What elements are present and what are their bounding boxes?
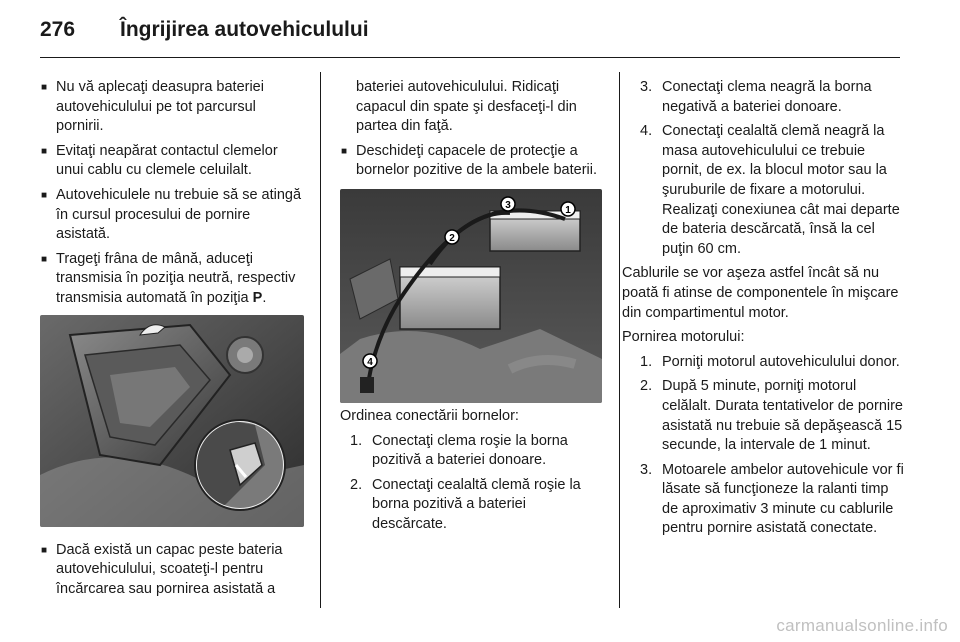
step-number: 2. [350, 476, 363, 493]
header-rule [40, 57, 900, 58]
order-heading: Ordinea conectării bornelor: [340, 407, 519, 424]
connection-steps-cont [622, 78, 904, 259]
column-3 [622, 78, 904, 544]
step-number: 3. [640, 79, 653, 95]
step-item [622, 78, 904, 117]
step-number: 1. [350, 432, 363, 449]
bullet-item: ■ Evitaţi neapărat contactul clemelor unui cablu cu clemele celuilalt. [40, 142, 306, 181]
bullet-text-end: . [262, 289, 267, 306]
step-text: Conectaţi clema roşie la borna pozitivă a bateriei donoare. [372, 432, 568, 469]
callout-label-2: 2 [449, 232, 455, 244]
column-divider-1 [320, 72, 321, 608]
bullet-item [40, 250, 306, 309]
column-divider-2 [619, 72, 620, 608]
cable-note: Cablurile se vor aşeza astfel încât să nu poată fi atinse de componentele în mişcare din compartimentul motor. [622, 265, 899, 321]
bullet-list-2 [40, 541, 306, 600]
bullet-item: ■ Deschideţi capacele de protecţie a bornelor pozitive de la ambele baterii. [340, 142, 602, 181]
gear-position-p: P [252, 289, 263, 306]
callout-1 [561, 202, 575, 216]
bullet-continuation: bateriei autovehiculului. Ridicaţi capacul din spate şi desfaceţi-l din partea din faţă. [356, 79, 577, 135]
step-number: 4. [640, 123, 653, 140]
jump-start-cables-illustration [340, 189, 602, 403]
step-text: Conectaţi cealaltă clemă neagră la masa autovehiculului ce trebuie pornit, de ex. la blocul motor sau la şuruburile de fixare a motorului. Realizaţi conexiunea cât mai departe de bateria descărcată, însă la cel puţin 60 cm. [662, 123, 900, 257]
step-number: 1. [640, 353, 653, 370]
engine-start-steps [622, 353, 904, 539]
connection-steps [340, 432, 602, 535]
step-item [622, 353, 904, 373]
step-item [350, 476, 602, 535]
page-title: Îngrijirea autovehiculului [120, 18, 369, 41]
bullet-item: ■ Nu vă aplecaţi deasupra bateriei autovehiculului pe tot parcursul pornirii. [40, 78, 306, 137]
callout-label-3: 3 [505, 199, 511, 211]
step-item [622, 377, 904, 455]
step-text: Conectaţi cealaltă clemă roşie la borna pozitivă a bateriei descărcate. [372, 476, 581, 532]
bullet-item: ■ Autovehiculele nu trebuie să se atingă în cursul procesului de pornire asistată. [40, 186, 306, 245]
battery-cover-illustration [40, 315, 304, 527]
step-item [622, 461, 904, 539]
bullet-list-3 [340, 78, 602, 181]
step-number: 3. [640, 461, 653, 478]
step-item [350, 432, 602, 471]
step-item [622, 122, 904, 259]
column-2 [340, 78, 602, 540]
bullet-item: ■ Dacă există un capac peste bateria autovehiculului, scoateţi-l pentru încărcarea sau pornirea asistată a [40, 541, 306, 600]
column-1 [40, 78, 306, 604]
bullet-list [40, 78, 306, 309]
step-text: Conectaţi clema neagră la borna negativă a bateriei donoare. [662, 79, 872, 115]
step-text: Motoarele ambelor autovehicule vor fi lăsate să funcţioneze la ralanti timp de aproximativ 3 minute cu cablurile pentru pornire asistată conectate. [662, 461, 904, 537]
step-text: După 5 minute, porniţi motorul celălalt. Durata tentativelor de pornire asistată nu trebuie să depăşească 15 secunde, la intervale de 1 minut. [662, 378, 903, 454]
step-text: Porniţi motorul autovehiculului donor. [662, 353, 900, 370]
page-header [40, 14, 900, 54]
callout-label-1: 1 [565, 204, 571, 216]
callout-3 [501, 197, 515, 211]
callout-4 [363, 354, 377, 368]
watermark: carmanualsonline.info [776, 616, 948, 635]
callout-2 [445, 230, 459, 244]
engine-start-heading: Pornirea motorului: [622, 329, 745, 346]
step-number: 2. [640, 378, 653, 395]
callout-label-4: 4 [367, 356, 373, 368]
page-number: 276 [40, 18, 76, 41]
bullet-text: Trageţi frâna de mână, aduceţi transmisia în poziţia neutră, respectiv transmisia automată în poziţia [56, 250, 296, 306]
